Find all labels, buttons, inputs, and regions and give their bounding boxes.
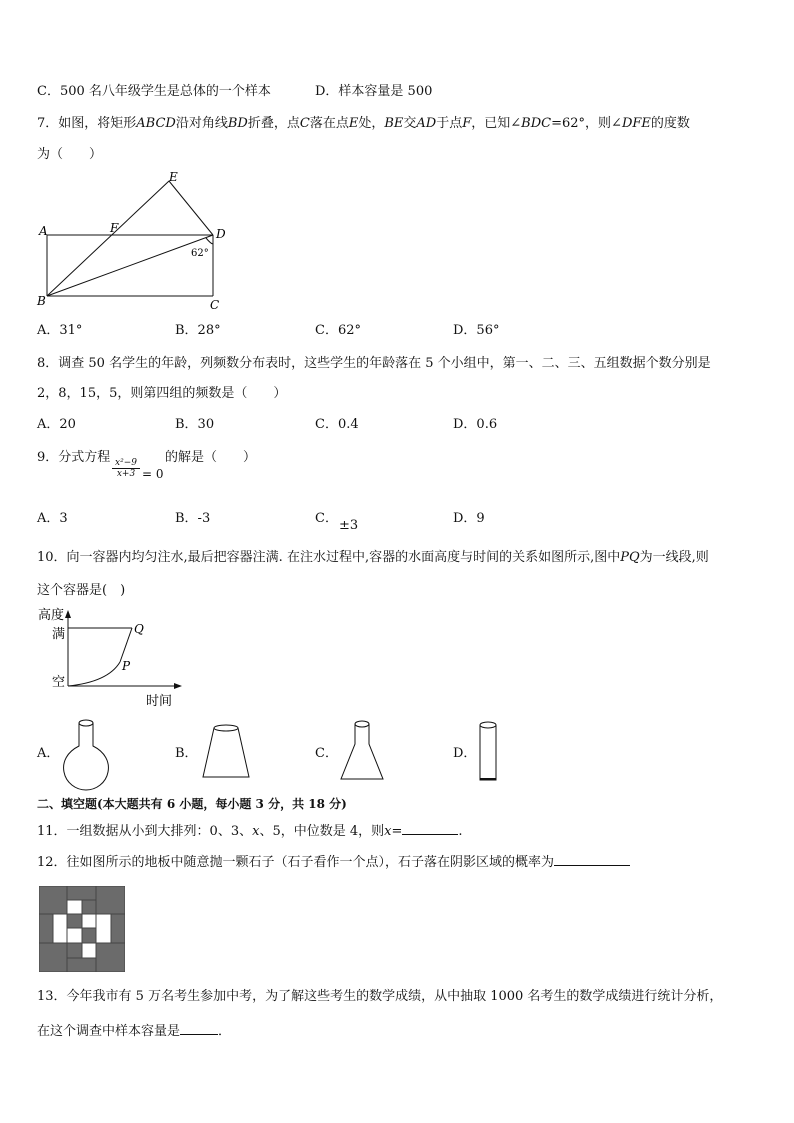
q7-var: AD xyxy=(416,116,437,131)
q10-var: PQ xyxy=(620,550,640,565)
x-axis-label: 时间 xyxy=(146,694,173,709)
q10-option-d: D． xyxy=(453,746,477,761)
q7-var: F xyxy=(462,116,472,131)
q7-text: ，已知∠ xyxy=(471,116,522,131)
label-empty: 空 xyxy=(52,675,66,690)
q9-option-a: A．3 xyxy=(37,511,68,526)
cylinder-container-icon xyxy=(476,718,500,784)
segment-pq xyxy=(120,628,132,662)
q11-text: 11．一组数据从小到大排列：0、3、 xyxy=(37,824,253,839)
label-e: E xyxy=(169,170,178,184)
q8-question-line2: 2，8，15，5，则第四组的频数是（ ） xyxy=(37,386,287,401)
q7-question-line2: 为（ ） xyxy=(37,147,103,162)
q10-text: 10．向一容器内均匀注水,最后把容器注满. 在注水过程中,容器的水面高度与时间的关系如图所示,图中 xyxy=(37,550,621,565)
q7-var: ABCD xyxy=(136,116,176,131)
label-q: Q xyxy=(134,622,144,636)
q10-option-a: A． xyxy=(37,746,60,761)
q12-text: 12．往如图所示的地板中随意抛一颗石子（石子看作一个点），石子落在阴影区域的概率为 xyxy=(37,855,555,870)
q10-height-time-graph xyxy=(36,604,186,710)
q8-option-a: A．20 xyxy=(37,417,76,432)
q10-option-c: C． xyxy=(315,746,338,761)
q9-equals: = 0 xyxy=(142,467,164,481)
q9-option-d: D．9 xyxy=(453,511,485,526)
label-full: 满 xyxy=(52,627,66,642)
q7-text: 落在点 xyxy=(309,116,349,131)
q13-answer-blank[interactable] xyxy=(180,1021,218,1035)
q7-var: BDC xyxy=(521,116,552,131)
frustum-container-icon xyxy=(200,722,252,780)
label-p: P xyxy=(122,659,131,673)
flask-round-bottom-icon xyxy=(62,716,110,792)
q7-option-a: A．31° xyxy=(37,323,83,338)
label-a: A xyxy=(39,224,48,238)
q10-option-b: B． xyxy=(175,746,198,761)
q7-var: C xyxy=(299,116,310,131)
q7-text: 的度数 xyxy=(650,116,690,131)
label-d: D xyxy=(216,227,226,241)
q7-text: 折叠，点 xyxy=(247,116,300,131)
q7-rectangle-fold-figure xyxy=(36,170,236,312)
diagonal-bd xyxy=(47,235,213,296)
q9-option-b: B．-3 xyxy=(175,511,211,526)
q8-option-c: C．0.4 xyxy=(315,417,359,432)
q13-text: ． xyxy=(218,1024,232,1039)
q6-option-c: C．500 名八年级学生是总体的一个样本 xyxy=(37,84,271,99)
q8-option-d: D．0.6 xyxy=(453,417,498,432)
q10-question-line2: 这个容器是( ) xyxy=(37,583,126,598)
q6-option-d: D．样本容量是 500 xyxy=(315,84,433,99)
floor-tile-grid-figure xyxy=(39,886,125,972)
q10-question-line1 xyxy=(37,549,709,567)
q7-text: 处， xyxy=(358,116,385,131)
label-angle-62: 62° xyxy=(191,248,209,259)
section-heading-fill-in: 二、填空题(本大题共有 6 小题，每小题 3 分，共 18 分) xyxy=(37,797,347,811)
q12-question xyxy=(37,852,630,872)
q7-var: DFE xyxy=(621,116,651,131)
curve-segment xyxy=(68,662,120,686)
q7-question-line1 xyxy=(37,115,690,133)
q9-option-c: C． xyxy=(315,511,338,526)
edge-be xyxy=(47,181,169,296)
q9-numerator: x²−9 xyxy=(112,458,140,469)
q12-answer-blank[interactable] xyxy=(554,852,630,866)
q7-text: 于点 xyxy=(436,116,463,131)
q11-question xyxy=(37,821,463,841)
angle-arc xyxy=(206,238,213,244)
q7-var: BD xyxy=(227,116,248,131)
label-b: B xyxy=(37,294,46,308)
q8-question-line1: 8．调查 50 名学生的年龄，列频数分布表时，这些学生的年龄落在 5 个小组中，第一、二、三、五组数据个数分别是 xyxy=(37,356,711,371)
q10-text: 为一线段,则 xyxy=(639,550,709,565)
q13-text: 在这个调查中样本容量是 xyxy=(37,1024,181,1039)
q7-text: 沿对角线 xyxy=(175,116,228,131)
q7-var: BE xyxy=(384,116,404,131)
y-axis-label: 高度 xyxy=(38,608,65,623)
y-axis-arrow xyxy=(65,610,71,618)
q7-option-c: C．62° xyxy=(315,323,361,338)
q11-text: 、5，中位数是 4，则 xyxy=(259,824,385,839)
q7-text: 交 xyxy=(403,116,417,131)
q11-var: x xyxy=(384,824,392,839)
q7-var: E xyxy=(348,116,359,131)
x-axis-arrow xyxy=(174,683,182,689)
q13-question-line1: 13．今年我市有 5 万名考生参加中考，为了解这些考生的数学成绩，从中抽取 1000 名考生的数学成绩进行统计分析， xyxy=(37,989,723,1004)
q9-option-c-value: ±3 xyxy=(339,518,359,533)
label-c: C xyxy=(210,298,220,312)
q7-option-d: D．56° xyxy=(453,323,500,338)
q9-suffix: 的解是（ ） xyxy=(165,450,257,465)
q11-text: . xyxy=(458,824,463,839)
q8-option-b: B．30 xyxy=(175,417,215,432)
q9-prefix: 9．分式方程 xyxy=(37,450,111,465)
q7-text: 7．如图，将矩形 xyxy=(37,116,137,131)
label-f: F xyxy=(110,221,119,235)
q9-fraction xyxy=(112,458,140,479)
conical-flask-icon xyxy=(338,718,386,782)
edge-ed xyxy=(169,181,213,235)
q9-denominator: x+3 xyxy=(116,469,136,479)
q11-var: x xyxy=(252,824,260,839)
q13-question-line2 xyxy=(37,1021,231,1041)
q11-answer-blank[interactable] xyxy=(402,821,458,835)
q7-text: =62°，则∠ xyxy=(551,116,622,131)
q7-option-b: B．28° xyxy=(175,323,221,338)
q11-text: = xyxy=(391,824,403,839)
